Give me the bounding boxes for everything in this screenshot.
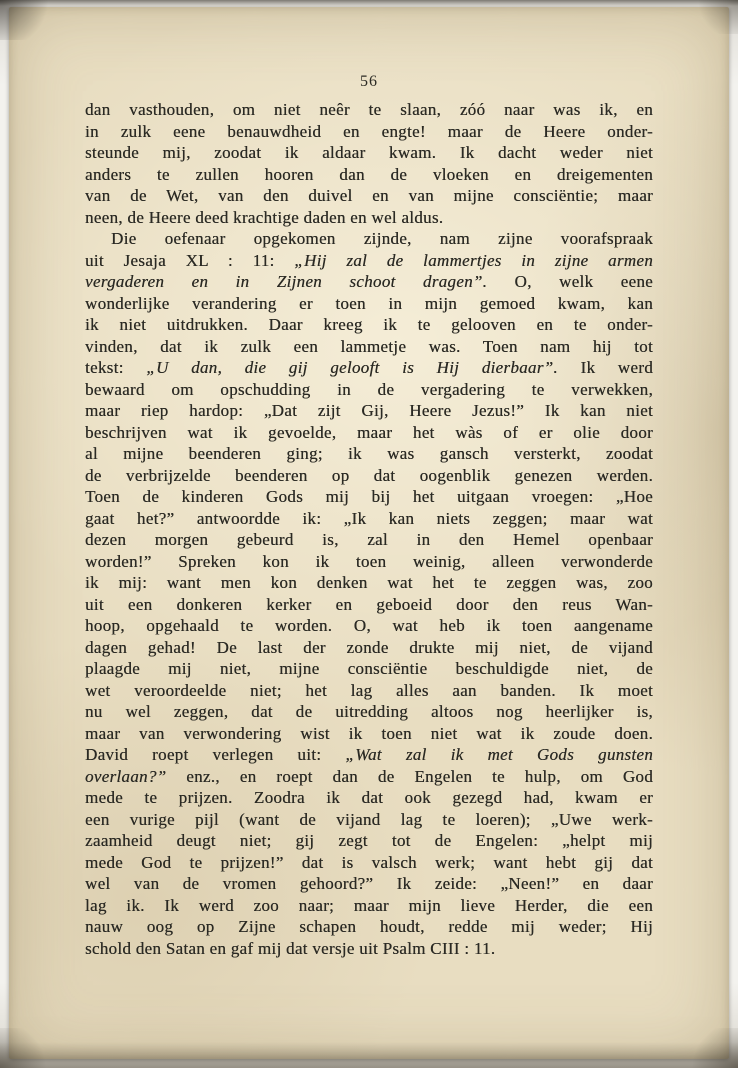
- text-segment: uit Jesaja XL : 11:: [85, 250, 295, 270]
- text-segment: steunde mij, zoodat ik aldaar kwam. Ik dacht weder niet: [85, 143, 653, 162]
- scripture-quote-segment: „U dan, die gij gelooft is Hij dierbaar”.: [146, 358, 558, 377]
- page-number: 56: [360, 73, 378, 90]
- text-segment: gaat het?” antwoordde ik: „Ik kan niets zeggen; maar wat: [85, 508, 653, 528]
- text-line: [85, 766, 653, 788]
- text-segment: vinden, dat ik zulk een lammetje was. Toen nam hij tot: [85, 336, 653, 356]
- text-segment: Ik werd: [557, 358, 653, 377]
- text-segment: dan vasthouden, om niet neêr te slaan, zóó naar was ik, en: [85, 100, 653, 119]
- text-line: [85, 637, 653, 659]
- text-line: [85, 572, 653, 594]
- text-line: [85, 314, 653, 336]
- text-line: [85, 852, 653, 874]
- scan-corner-shadow-top-left: [0, 0, 54, 40]
- text-segment: de verbrijzelde beenderen op dat oogenblik genezen werden.: [85, 465, 653, 485]
- text-line: [85, 787, 653, 809]
- text-segment: neen, de Heere deed krachtige daden en wel aldus.: [85, 207, 444, 227]
- text-line: [85, 723, 653, 745]
- text-line: [85, 830, 653, 852]
- scanner-edge-bottom: [0, 1042, 738, 1068]
- text-line: [85, 142, 653, 164]
- text-segment: mede God te prijzen!” dat is valsch werk; want hebt gij dat: [85, 852, 653, 872]
- scan-corner-shadow-bottom-left: [0, 1028, 50, 1068]
- text-line: [85, 99, 653, 121]
- scan-corner-shadow-bottom-right: [688, 1028, 738, 1068]
- text-segment: anders te zullen hooren dan de vloeken en dreigementen: [85, 164, 653, 184]
- text-segment: bewaard om opschudding in de vergadering te verwekken,: [85, 379, 653, 399]
- text-line: [85, 271, 653, 293]
- text-segment: O, welk eene: [487, 272, 653, 291]
- text-line: [85, 658, 653, 680]
- text-line: [85, 744, 653, 766]
- text-segment: worden!” Spreken kon ik toen weinig, alleen verwonderde: [85, 551, 653, 571]
- text-segment: Toen de kinderen Gods mij bij het uitgaan vroegen: „Hoe: [85, 487, 653, 506]
- text-line: [85, 379, 653, 401]
- text-line: [85, 293, 653, 315]
- text-segment: enz., en roept dan de Engelen te hulp, om God: [166, 766, 653, 786]
- page-text: [85, 99, 653, 959]
- text-line: [85, 336, 653, 358]
- text-line: [85, 357, 653, 379]
- scripture-quote-segment: overlaan?”: [85, 766, 167, 786]
- text-segment: nauw oog op Zijne schapen houdt, redde mij weder; Hij: [85, 917, 653, 936]
- text-segment: lag ik. Ik werd zoo naar; maar mijn lieve Herder, die een: [85, 895, 653, 915]
- text-segment: ik niet uitdrukken. Daar kreeg ik te gelooven en te onder-: [85, 315, 653, 334]
- text-segment: in zulk eene benauwdheid en engte! maar de Heere onder-: [85, 121, 653, 141]
- text-segment: ik mij: want men kon denken wat het te zeggen was, zoo: [85, 573, 653, 592]
- text-segment: David roept verlegen uit:: [85, 745, 346, 764]
- text-line: [85, 701, 653, 723]
- text-segment: dezen morgen gebeurd is, zal in den Hemel openbaar: [85, 530, 653, 549]
- text-segment: plaagde mij niet, mijne consciëntie beschuldigde niet, de: [85, 659, 653, 678]
- text-segment: een vurige pijl (want de vijand lag te loeren); „Uwe werk-: [85, 809, 653, 829]
- text-line: [85, 916, 653, 938]
- text-segment: al mijne beenderen ging; ik was gansch versterkt, zoodat: [85, 444, 653, 463]
- text-segment: tekst:: [85, 358, 147, 377]
- text-segment: uit een donkeren kerker en geboeid door den reus Wan-: [85, 594, 653, 614]
- text-line: [85, 895, 653, 917]
- text-segment: beschrijven wat ik gevoelde, maar het wàs of er olie door: [85, 422, 653, 442]
- text-line: [85, 809, 653, 831]
- text-line: [85, 400, 653, 422]
- text-line: [85, 551, 653, 573]
- text-segment: wonderlijke verandering er toen in mijn gemoed kwam, kan: [85, 293, 653, 313]
- scripture-quote-segment: vergaderen en in Zijnen schoot dragen”.: [85, 272, 488, 291]
- text-line: [85, 443, 653, 465]
- scan-corner-shadow-top-right: [694, 0, 738, 34]
- scripture-quote-segment: „Hij zal de lammertjes in zijne armen: [294, 250, 653, 270]
- text-segment: hoop, opgehaald te worden. O, wat heb ik toen aangename: [85, 616, 653, 635]
- text-segment: maar van verwondering wist ik toen niet wat ik zoude doen.: [85, 723, 653, 743]
- text-segment: dagen gehad! De last der zonde drukte mij niet, de vijand: [85, 637, 653, 657]
- book-page: [9, 7, 729, 1059]
- text-line: [85, 422, 653, 444]
- text-segment: Die oefenaar opgekomen zijnde, nam zijne voorafspraak: [111, 229, 653, 248]
- text-segment: schold den Satan en gaf mij dat versje uit Psalm CIII : 11.: [85, 938, 496, 958]
- text-segment: maar riep hardop: „Dat zijt Gij, Heere Jezus!” Ik kan niet: [85, 401, 653, 420]
- text-segment: wel van de vromen gehoord?” Ik zeide: „Neen!” en daar: [85, 874, 653, 893]
- text-line: [85, 465, 653, 487]
- scripture-quote-segment: „Wat zal ik met Gods gunsten: [345, 745, 654, 764]
- text-segment: nu wel zeggen, dat de uitredding altoos nog heerlijker is,: [85, 702, 653, 721]
- text-line: [85, 938, 653, 960]
- text-segment: van de Wet, van den duivel en van mijne consciëntie; maar: [85, 186, 653, 205]
- text-segment: zaamheid deugt niet; gij zegt tot de Engelen: „helpt mij: [85, 831, 653, 850]
- text-line: [85, 185, 653, 207]
- text-line: [85, 121, 653, 143]
- text-line: [85, 529, 653, 551]
- text-line: [85, 680, 653, 702]
- text-segment: mede te prijzen. Zoodra ik dat ook gezegd had, kwam er: [85, 788, 653, 807]
- text-line: [85, 615, 653, 637]
- text-line: [85, 207, 653, 229]
- text-line: [85, 228, 653, 250]
- text-line: [85, 873, 653, 895]
- text-line: [85, 508, 653, 530]
- text-line: [85, 164, 653, 186]
- scanner-edge-top: [0, 0, 738, 6]
- text-line: [85, 486, 653, 508]
- text-line: [85, 594, 653, 616]
- text-line: [85, 250, 653, 272]
- text-segment: wet veroordeelde niet; het lag alles aan banden. Ik moet: [85, 680, 653, 700]
